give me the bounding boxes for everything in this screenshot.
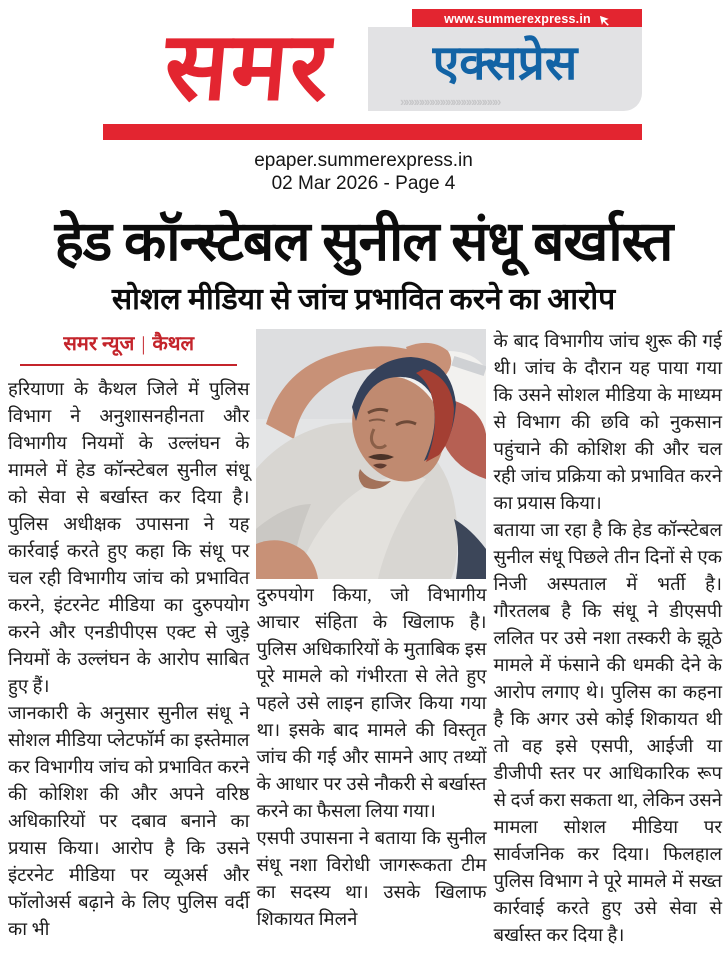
article-paragraph: एसपी उपासना ने बताया कि सुनील संधू नशा विरोधी जागरूकता टीम का सदस्य था। उसके खिलाफ शिकायत मिलने bbox=[256, 829, 487, 930]
byline-source: समर न्यूज bbox=[63, 333, 135, 355]
byline-location: कैथल bbox=[152, 333, 195, 355]
article-photo bbox=[256, 329, 486, 579]
cursor-arrow-icon bbox=[599, 13, 610, 24]
article-paragraph: हरियाणा के कैथल जिले में पुलिस विभाग ने अनुशासनहीनता और विभागीय नियमों के उल्लंघन के मामले में हेड कॉन्स्टेबल सुनील संधू को सेवा से बर्खास्त कर दिया है। पुलिस अधीक्षक उपासना ने यह कार्रवाई करते हुए कहा कि संधू पर चल रही विभागीय जांच को प्रभावित करने, इंटरनेट मीडिया का दुरुपयोग करने और एनडीपीएस एक्ट से जुड़े नियमों के उल्लंघन के आरोप साबित हुए हैं। bbox=[8, 380, 250, 697]
masthead bbox=[103, 9, 642, 140]
logo-samar-text: समर bbox=[160, 14, 336, 120]
article-headline: हेड कॉन्स्टेबल सुनील संधू बर्खास्त bbox=[54, 211, 673, 272]
article-column-3 bbox=[493, 329, 722, 950]
epaper-url: epaper.summerexpress.in bbox=[254, 150, 473, 171]
masthead-red-bar bbox=[103, 124, 642, 140]
logo-express-text: एक्सप्रेस bbox=[432, 37, 578, 90]
article-column-2 bbox=[256, 329, 486, 950]
byline-rule bbox=[20, 364, 237, 366]
article-subheadline: सोशल मीडिया से जांच प्रभावित करने का आरोप bbox=[111, 283, 616, 316]
chevron-decoration: »»»»»»»»»»»»»»»»»»» bbox=[400, 94, 500, 109]
byline bbox=[8, 329, 249, 357]
article-paragraph: के बाद विभागीय जांच शुरू की गई थी। जांच के दौरान यह पाया गया कि उसने सोशल मीडिया के माध्यम से विभाग की छवि को नुकसान पहुंचाने की कोशिश की और चल रही जांच प्रक्रिया को प्रभावित करने का प्रयास किया। bbox=[493, 332, 722, 514]
article-body bbox=[0, 318, 727, 950]
article-paragraph: बताया जा रहा है कि हेड कॉन्स्टेबल सुनील संधू पिछले तीन दिनों से एक निजी अस्पताल में भर्ती है। गौरतलब है कि संधू ने डीएसपी ललित पर उसे नशा तस्करी के झूठे मामले में फंसाने की धमकी देने के आरोप लगाए थे। पुलिस का कहना है कि अगर उसे कोई शिकायत थी तो वह इसे एसपी, आईजी या डीजीपी स्तर पर आधिकारिक रूप से दर्ज करा सकता था, लेकिन उसने मामला सोशल मीडिया पर सार्वजनिक कर दिया। फिलहाल पुलिस विभाग ने पूरे मामले में सख्त कार्रवाई करते हुए उसे सेवा से बर्खास्त कर दिया है। bbox=[493, 521, 722, 946]
masthead-secondary-box bbox=[368, 27, 642, 111]
website-url-banner bbox=[412, 9, 642, 28]
article-paragraph: जानकारी के अनुसार सुनील संधू ने सोशल मीडिया प्लेटफॉर्म का इस्तेमाल कर विभागीय जांच को प्रभावित करने की कोशिश की और अपने वरिष्ठ अधिकारियों पर दबाव बनाने का प्रयास किया। आरोप है कि उसने इंटरनेट मीडिया पर व्यूअर्स और फॉलोअर्स बढ़ाने के लिए पुलिस वर्दी का भी bbox=[8, 704, 250, 940]
byline-separator: | bbox=[141, 333, 146, 355]
website-url: www.summerexpress.in bbox=[444, 11, 591, 26]
date-page-label: 02 Mar 2026 - Page 4 bbox=[271, 173, 456, 194]
article-paragraph: दुरुपयोग किया, जो विभागीय आचार संहिता के खिलाफ है। पुलिस अधिकारियों के मुताबिक इस पूरे मामले को गंभीरता से लेते हुए पहले उसे लाइन हाजिर किया गया था। इसके बाद मामले की विस्तृत जांच की गई और सामने आए तथ्यों के आधार पर उसे नौकरी से बर्खास्त करने का फैसला लिया गया। bbox=[256, 586, 487, 822]
article-column-1 bbox=[8, 329, 249, 950]
